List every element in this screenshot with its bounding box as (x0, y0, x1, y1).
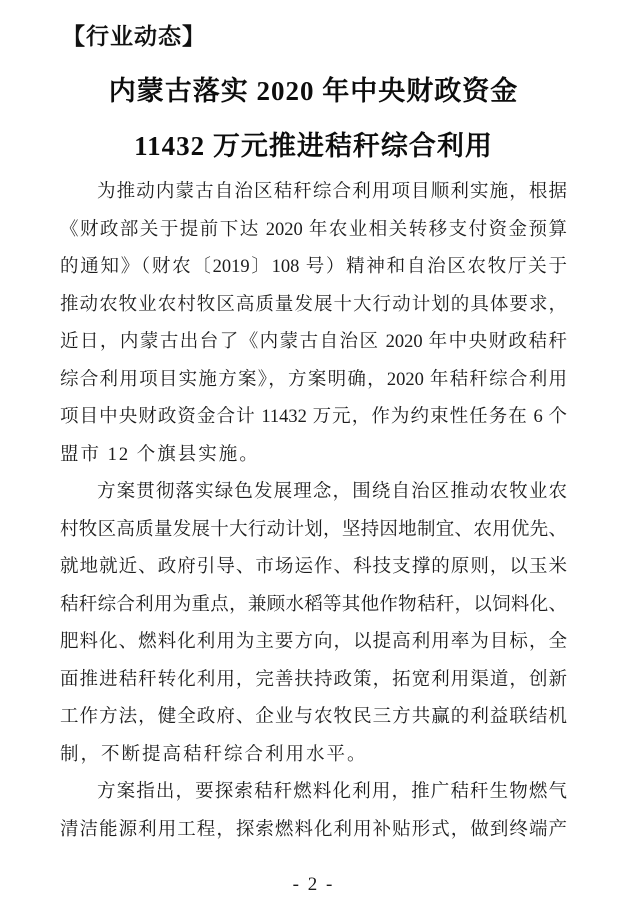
body-line: 综合利用项目实施方案》，方案明确，2020 年秸秆综合利用 (60, 369, 567, 390)
body-line: 近日，内蒙古出台了《内蒙古自治区 2020 年中央财政秸秆 (60, 332, 567, 352)
article-title (0, 64, 627, 174)
body-line: 村牧区高质量发展十大行动计划，坚持因地制宜、农用优先、 (60, 519, 567, 540)
body-line: 方案指出，要探索秸秆燃料化利用，推广秸秆生物燃气 (97, 782, 567, 802)
body-line: 《财政部关于提前下达 2020 年农业相关转移支付资金预算 (60, 219, 567, 240)
article-title-line-2: 11432 万元推进秸秆综合利用 (134, 131, 493, 161)
body-line: 推动农牧业农村牧区高质量发展十大行动计划的具体要求， (60, 294, 567, 315)
body-line: 清洁能源利用工程，探索燃料化利用补贴形式，做到终端产 (60, 819, 567, 840)
body-line: 就地就近、政府引导、市场运作、科技支撑的原则，以玉米 (60, 557, 567, 577)
body-line: 方案贯彻落实绿色发展理念，围绕自治区推动农牧业农 (97, 482, 567, 502)
section-kicker: 【行业动态】 (62, 23, 206, 49)
body-line: 盟市 12 个旗县实施。 (60, 444, 260, 465)
body-line: 为推动内蒙古自治区秸秆综合利用项目顺利实施，根据 (97, 182, 567, 202)
body-line: 肥料化、燃料化利用为主要方向，以提高利用率为目标，全 (60, 632, 567, 652)
article-body (60, 174, 567, 849)
body-line: 面推进秸秆转化利用，完善扶持政策，拓宽利用渠道，创新 (60, 669, 567, 690)
body-line: 项目中央财政资金合计 11432 万元，作为约束性任务在 6 个 (60, 407, 567, 427)
body-line: 秸秆综合利用为重点，兼顾水稻等其他作物秸秆，以饲料化、 (60, 594, 567, 615)
body-line: 制，不断提高秸秆综合利用水平。 (60, 744, 368, 765)
body-line: 工作方法，健全政府、企业与农牧民三方共赢的利益联结机 (60, 707, 567, 727)
body-line: 的通知》（财农〔2019〕108 号）精神和自治区农牧厅关于 (60, 257, 567, 277)
article-title-line-1: 内蒙古落实 2020 年中央财政资金 (108, 76, 519, 106)
page-number: - 2 - (292, 874, 335, 895)
